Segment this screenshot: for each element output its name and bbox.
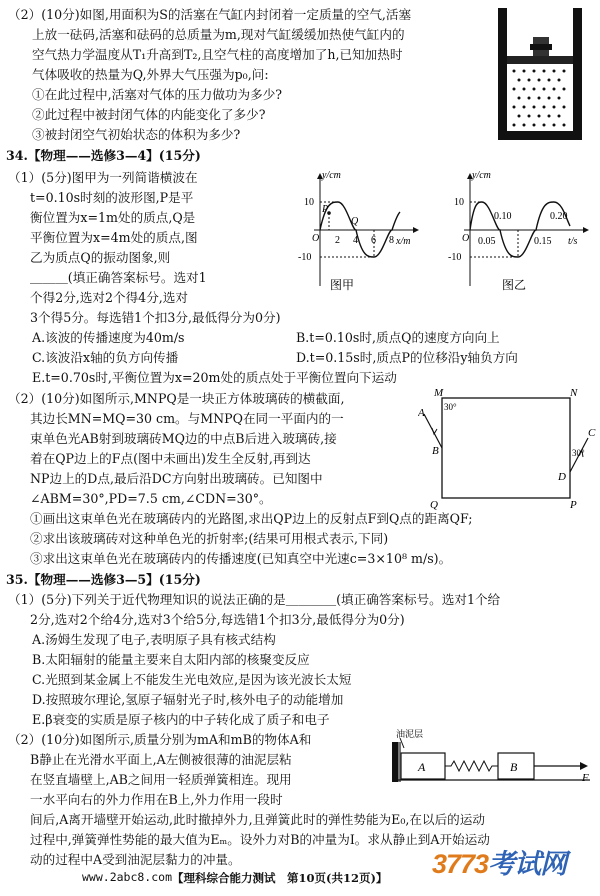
prism-label-q: Q [430, 499, 438, 510]
site-watermark [432, 842, 566, 881]
q35-option-a: A.汤姆生发现了电子,表明原子具有核式结构 [32, 632, 276, 647]
q34-line: 乙为质点Q的振动图象,则 [30, 250, 171, 265]
q34-p2-line: （2）(10分)如图所示,MNPQ是一块正方体玻璃砖的横截面, [8, 391, 345, 406]
q33-line: （2）(10分)如图,用面积为S的活塞在气缸内封闭着一定质量的空气,活塞 [8, 7, 412, 22]
q34-header: 34.【物理——选修3—4】(15分) [6, 148, 201, 163]
q35-header: 35.【物理——选修3—5】(15分) [6, 572, 201, 587]
q35-option-b: B.太阳辐射的能量主要来自太阳内部的核聚变反应 [32, 652, 310, 667]
q35-line: （1）(5分)下列关于近代物理知识的说法正确的是＿＿＿＿(填正确答案标号。选对1个给 [8, 592, 501, 607]
graph-b-origin: O [462, 233, 470, 244]
q34-p2-line: 束单色光AB射到玻璃砖MQ边的中点B后进入玻璃砖,接 [30, 431, 337, 446]
prism-label-c: C [588, 427, 596, 439]
q35-p2-line: 动的过程中A受到油泥层黏力的冲量。 [30, 852, 241, 867]
graph-b-xtick: 0.05 [478, 236, 496, 247]
figure-label-f: F [582, 772, 589, 784]
q34-line: t=0.10s时刻的波形图,P是平 [30, 190, 194, 205]
prism-label-m: M [434, 387, 444, 399]
q34-option-c: C.该波沿x轴的负方向传播 [32, 350, 179, 365]
q33-line: 空气热力学温度从T₁升高到T₂,且空气柱的高度增加了h,已知加热时 [32, 47, 403, 62]
graph-b-xtick: 0.10 [494, 211, 512, 222]
graph-a-xlabel: x/m [396, 236, 411, 247]
graph-a-ytick-top: 10 [304, 197, 314, 208]
prism-label-d: D [558, 471, 566, 483]
graph-b-ylabel: y/cm [472, 170, 491, 181]
prism-label-p: P [570, 499, 577, 510]
vibration-graph-b [442, 168, 594, 296]
graph-a-ytick-bottom: -10 [298, 252, 312, 263]
graph-b-xlabel: t/s [568, 236, 578, 247]
q34-p2-line: ①画出这束单色光在玻璃砖内的光路图,求出QP边上的反射点F到Q点的距离QF; [30, 511, 473, 526]
q34-p2-line: 其边长MN=MQ=30 cm。与MNPQ在同一平面内的一 [30, 411, 344, 426]
q34-line: （1）(5分)图甲为一列简谐横波在 [8, 170, 198, 185]
q34-option-e: E.t=0.70s时,平衡位置为x=20m处的质点处于平衡位置向下运动 [32, 370, 397, 385]
q33-line: ①在此过程中,活塞对气体的压力做功为多少? [32, 87, 283, 102]
graph-a-xtick: 2 [335, 235, 340, 246]
q35-option-e: E.β衰变的实质是原子核内的中子转化成了质子和电子 [32, 712, 330, 727]
cylinder-figure [492, 8, 588, 142]
q34-line: 3个得5分。每选错1个扣3分,最低得分为0分) [30, 310, 281, 325]
graph-b-xtick: 0.15 [534, 236, 552, 247]
graph-a-origin: O [312, 233, 320, 244]
q35-p2-line: B静止在光滑水平面上,A左侧被很薄的油泥层粘 [30, 752, 292, 767]
graph-a-xtick: 8 [389, 235, 394, 246]
graph-a-point-p: P [322, 204, 329, 215]
spring-block-figure [384, 726, 594, 788]
footer-page-info: 【理科综合能力测试 第10页(共12页)】 [172, 871, 388, 885]
prism-angle-b: 30° [444, 402, 457, 412]
q35-p2-line: 在竖直墙壁上,AB之间用一轻质弹簧相连。现用 [30, 772, 292, 787]
q34-p2-line: ∠ABM=30°,PD=7.5 cm,∠CDN=30°。 [30, 491, 272, 506]
wave-graph-a [292, 168, 422, 296]
q33-line: ②此过程中被封闭气体的内能变化了多少? [32, 107, 266, 122]
prism-label-b: B [432, 445, 439, 457]
graph-a-point-q: Q [351, 216, 359, 227]
figure-label-a: A [418, 760, 426, 774]
q34-option-b: B.t=0.10s时,质点Q的速度方向向上 [296, 330, 500, 345]
q35-line: 2分,选对2个给4分,选对3个给5分,每选错1个扣3分,最低得分为0分) [30, 612, 405, 627]
q35-option-d: D.按照玻尔理论,氢原子辐射光子时,核外电子的动能增加 [32, 692, 344, 707]
q35-p2-line: （2）(10分)如图所示,质量分别为mA和mB的物体A和 [8, 732, 312, 747]
q35-p2-line: 过程中,弹簧弹性势能的最大值为Eₘ。设外力对B的冲量为I。求从静止到A开始运动 [30, 832, 490, 847]
graph-a-xtick: 4 [353, 235, 358, 246]
q34-p2-line: ②求出该玻璃砖对这种单色光的折射率;(结果可用根式表示,下同) [30, 531, 389, 546]
q34-line: 衡位置为x=1m处的质点,Q是 [30, 210, 196, 225]
watermark-text: 考试网 [488, 849, 567, 879]
figure-label-oil: 油泥层 [396, 729, 424, 739]
graph-a-caption: 图甲 [330, 278, 355, 292]
q35-p2-line: 一水平向右的外力作用在B上,外力作用一段时 [30, 792, 283, 807]
figure-label-b: B [510, 760, 518, 774]
graph-a-xtick: 6 [371, 235, 376, 246]
prism-label-n: N [570, 387, 578, 399]
q33-line: 上放一砝码,活塞和砝码的总质量为m,现对气缸缓缓加热使气缸内的 [32, 27, 405, 42]
q33-line: 气体吸收的热量为Q,外界大气压强为p₀,问: [32, 67, 269, 82]
prism-label-a: A [418, 407, 425, 419]
q34-line: ＿＿＿(填正确答案标号。选对1 [30, 270, 207, 285]
footer-site: www.2abc8.com [82, 870, 173, 884]
q34-p2-line: 着在QP边上的F点(图中未画出)发生全反射,再到达 [30, 451, 311, 466]
glass-prism-figure [418, 386, 596, 510]
graph-b-ytick-bottom: -10 [448, 252, 462, 263]
graph-b-caption: 图乙 [502, 278, 527, 292]
q34-line: 平衡位置为x=4m处的质点,图 [30, 230, 198, 245]
q33-line: ③被封闭空气初始状态的体积为多少? [32, 127, 241, 142]
q34-option-a: A.该波的传播速度为40m/s [32, 330, 185, 345]
prism-angle-d: 30° [572, 448, 585, 458]
q35-option-c: C.光照到某金属上不能发生光电效应,是因为该光波长太短 [32, 672, 352, 687]
q35-p2-line: 间后,A离开墙壁开始运动,此时撤掉外力,且弹簧此时的弹性势能为E₀,在以后的运动 [30, 812, 485, 827]
graph-a-ylabel: y/cm [322, 170, 341, 181]
q34-line: 个得2分,选对2个得4分,选对 [30, 290, 188, 305]
graph-b-ytick-top: 10 [454, 197, 464, 208]
watermark-digits: 3773 [432, 849, 489, 879]
q34-option-d: D.t=0.15s时,质点P的位移沿y轴负方向 [296, 350, 518, 365]
q34-p2-line: NP边上的D点,最后沿DC方向射出玻璃砖。已知图中 [30, 471, 323, 486]
q34-p2-line: ③求出这束单色光在玻璃砖内的传播速度(已知真空中光速c=3×10⁸ m/s)。 [30, 551, 452, 566]
graph-b-xtick: 0.20 [550, 211, 568, 222]
